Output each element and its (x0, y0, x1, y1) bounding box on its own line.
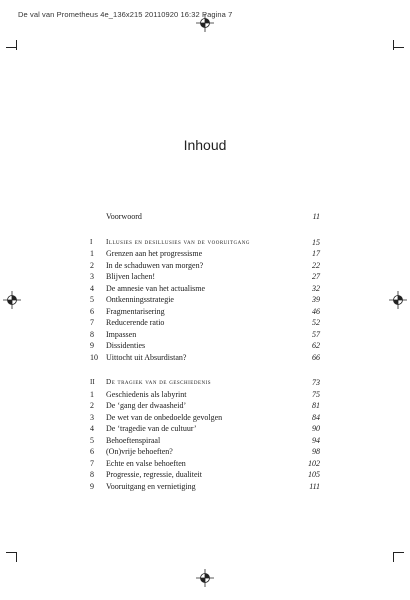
registration-mark-icon (3, 291, 21, 309)
table-of-contents (90, 211, 320, 492)
toc-section-number: I (90, 237, 93, 246)
toc-label: Progressie, regressie, dualiteit (106, 470, 202, 479)
toc-page-number: 98 (312, 447, 320, 456)
toc-page-number: 84 (312, 412, 320, 422)
toc-page-number: 15 (312, 237, 320, 247)
toc-page-number: 46 (312, 306, 320, 316)
toc-chapter-number: 9 (90, 341, 94, 350)
toc-page-number: 73 (312, 378, 320, 387)
toc-page-number: 22 (312, 260, 320, 270)
toc-page-number: 111 (309, 481, 320, 491)
toc-label: Fragmentarisering (106, 306, 165, 316)
toc-chapter (90, 271, 320, 283)
toc-chapter (90, 435, 320, 447)
toc-chapter-number: 3 (90, 412, 94, 422)
toc-label: Voorwoord (106, 212, 142, 221)
toc-chapter (90, 446, 320, 458)
toc-label: Uittocht uit Absurdistan? (106, 352, 187, 362)
toc-chapter (90, 306, 320, 318)
toc-page-number: 105 (308, 470, 320, 479)
page-title: Inhoud (183, 137, 227, 154)
toc-label: Ontkenningsstrategie (106, 295, 174, 304)
toc-chapter-number: 7 (90, 458, 94, 468)
crop-mark (6, 552, 16, 553)
toc-label: In de schaduwen van morgen? (106, 260, 204, 270)
print-slug: De val van Prometheus 4e_136x215 20110920 16:32 Pagina 7 (18, 10, 233, 19)
toc-chapter-number: 4 (90, 283, 94, 293)
toc-chapter (90, 317, 320, 329)
toc-chapter (90, 423, 320, 435)
toc-page-number: 32 (312, 283, 320, 293)
toc-chapter-number: 8 (90, 470, 94, 479)
toc-page-number: 81 (312, 401, 320, 410)
toc-chapter (90, 400, 320, 412)
toc-label: Blijven lachen! (106, 272, 156, 281)
toc-label: De ‘tragedie van de cultuur’ (106, 424, 197, 433)
toc-label: De wet van de onbedoelde gevolgen (106, 412, 223, 422)
toc-page-number: 66 (312, 352, 320, 362)
toc-chapter-number: 5 (90, 295, 94, 304)
toc-chapter-number: 5 (90, 435, 94, 445)
toc-label: Vooruitgang en vernietiging (106, 481, 196, 491)
toc-label: (On)vrije behoeften? (106, 447, 173, 456)
toc-chapter-number: 6 (90, 447, 94, 456)
toc-page-number: 27 (312, 272, 320, 281)
crop-mark (394, 552, 404, 553)
toc-chapter-number: 6 (90, 306, 94, 316)
toc-chapter (90, 481, 320, 493)
toc-section-label: Illusies en desillusies van de vooruitgang (106, 237, 250, 246)
toc-chapter-number: 2 (90, 260, 94, 270)
crop-mark (393, 40, 394, 50)
toc-label: Geschiedenis als labyrint (106, 389, 187, 399)
toc-chapter-number: 4 (90, 424, 94, 433)
crop-mark (16, 40, 17, 50)
crop-mark (394, 47, 404, 48)
toc-page-number: 11 (312, 212, 320, 221)
toc-label: Impassen (106, 329, 137, 339)
crop-mark (6, 47, 16, 48)
toc-chapter-number: 10 (90, 352, 98, 362)
toc-chapter-number: 8 (90, 329, 94, 339)
toc-chapter (90, 458, 320, 470)
toc-label: Reducerende ratio (106, 318, 165, 327)
crop-mark (16, 552, 17, 562)
toc-label: Dissidenties (106, 341, 146, 350)
toc-page-number: 17 (312, 249, 320, 258)
toc-chapter-number: 2 (90, 401, 94, 410)
crop-mark (393, 552, 394, 562)
toc-section-heading (90, 237, 320, 249)
toc-preface (90, 211, 320, 223)
toc-chapter (90, 283, 320, 295)
toc-page-number: 90 (312, 424, 320, 433)
toc-chapter (90, 260, 320, 272)
toc-page-number: 57 (312, 329, 320, 339)
registration-mark-icon (196, 569, 214, 587)
toc-page-number: 75 (312, 389, 320, 399)
toc-page-number: 39 (312, 295, 320, 304)
toc-chapter (90, 340, 320, 352)
toc-chapter (90, 469, 320, 481)
registration-mark-icon (389, 291, 407, 309)
toc-page-number: 102 (308, 458, 320, 468)
toc-chapter-number: 3 (90, 272, 94, 281)
toc-chapter (90, 412, 320, 424)
toc-page-number: 94 (312, 435, 320, 445)
toc-label: De ‘gang der dwaasheid’ (106, 401, 187, 410)
toc-label: De amnesie van het actualisme (106, 283, 206, 293)
toc-section-heading (90, 377, 320, 389)
toc-chapter (90, 352, 320, 364)
toc-chapter (90, 329, 320, 341)
toc-chapter-number: 9 (90, 481, 94, 491)
toc-label: Grenzen aan het progressisme (106, 249, 203, 258)
toc-label: Behoeftenspiraal (106, 435, 161, 445)
toc-page-number: 62 (312, 341, 320, 350)
registration-mark-icon (196, 14, 214, 32)
toc-page-number: 52 (312, 318, 320, 327)
toc-chapter (90, 248, 320, 260)
toc-section-label: De tragiek van de geschiedenis (106, 378, 212, 386)
toc-section-number: II (90, 378, 95, 386)
toc-label: Echte en valse behoeften (106, 458, 186, 468)
toc-chapter-number: 1 (90, 249, 94, 258)
toc-chapter (90, 389, 320, 401)
toc-chapter (90, 294, 320, 306)
toc-chapter-number: 1 (90, 389, 94, 399)
toc-chapter-number: 7 (90, 318, 94, 327)
